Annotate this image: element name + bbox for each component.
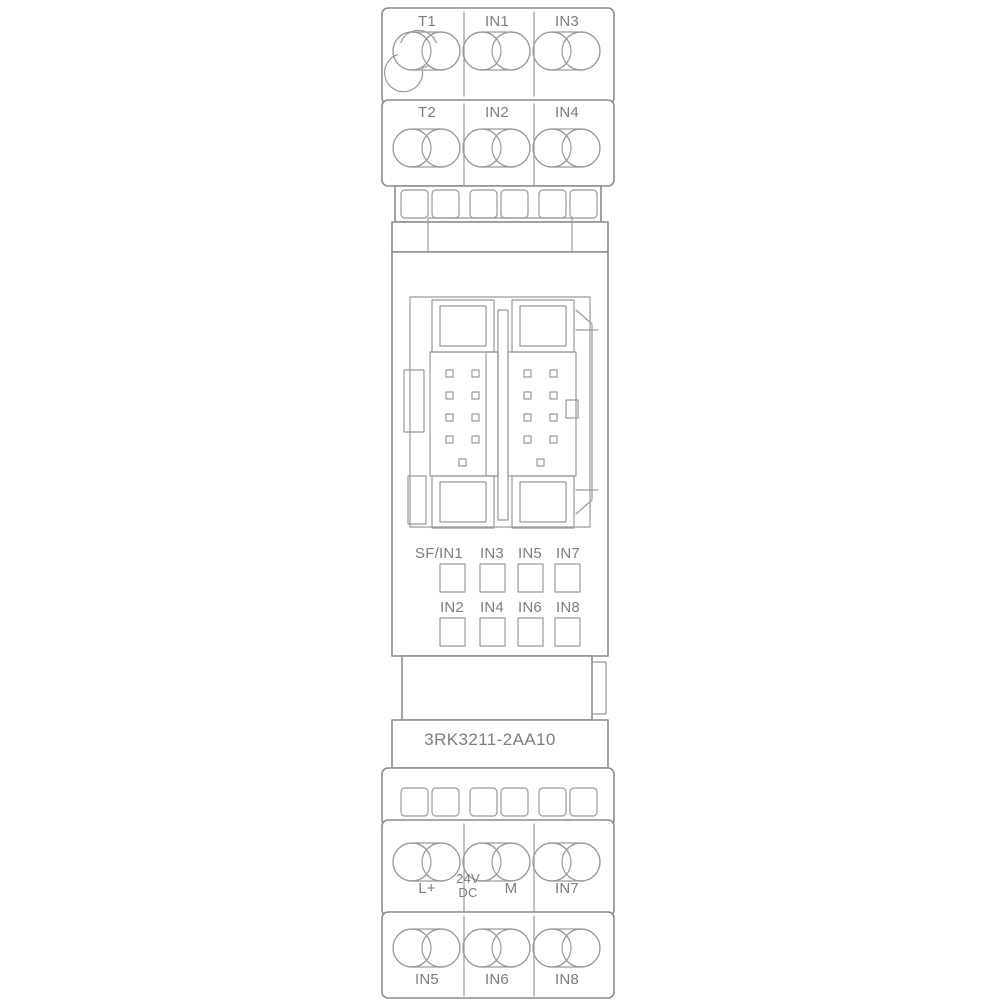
top-slot-row	[395, 186, 601, 222]
terminal-label-in3: IN3	[555, 13, 579, 30]
led-label-sf-in1: SF/IN1	[415, 545, 463, 562]
led-label-in5: IN5	[518, 545, 542, 562]
terminal-label-in2: IN2	[485, 104, 509, 121]
terminal-label-supply-dc: DC	[458, 885, 478, 900]
terminal-label-t2: T2	[418, 104, 436, 121]
label-plate	[402, 656, 606, 720]
terminal-label-in5: IN5	[415, 971, 439, 988]
terminal-label-t1: T1	[418, 13, 436, 30]
bottom-terminal-block-1	[382, 820, 614, 916]
led-label-in4: IN4	[480, 599, 504, 616]
led-label-in8: IN8	[556, 599, 580, 616]
terminal-label-supply-24v: 24V	[456, 871, 480, 886]
terminal-label-l-plus: L+	[418, 880, 436, 897]
led-label-in6: IN6	[518, 599, 542, 616]
terminal-label-in1: IN1	[485, 13, 509, 30]
terminal-label-in4: IN4	[555, 104, 579, 121]
terminal-label-in8: IN8	[555, 971, 579, 988]
part-number-label: 3RK3211-2AA10	[424, 730, 556, 749]
bottom-slot-row	[382, 768, 614, 826]
led-label-in3: IN3	[480, 545, 504, 562]
terminal-label-in6: IN6	[485, 971, 509, 988]
terminal-label-m: M	[504, 880, 518, 897]
led-label-in2: IN2	[440, 599, 464, 616]
led-label-in7: IN7	[556, 545, 580, 562]
terminal-label-in7: IN7	[555, 880, 579, 897]
